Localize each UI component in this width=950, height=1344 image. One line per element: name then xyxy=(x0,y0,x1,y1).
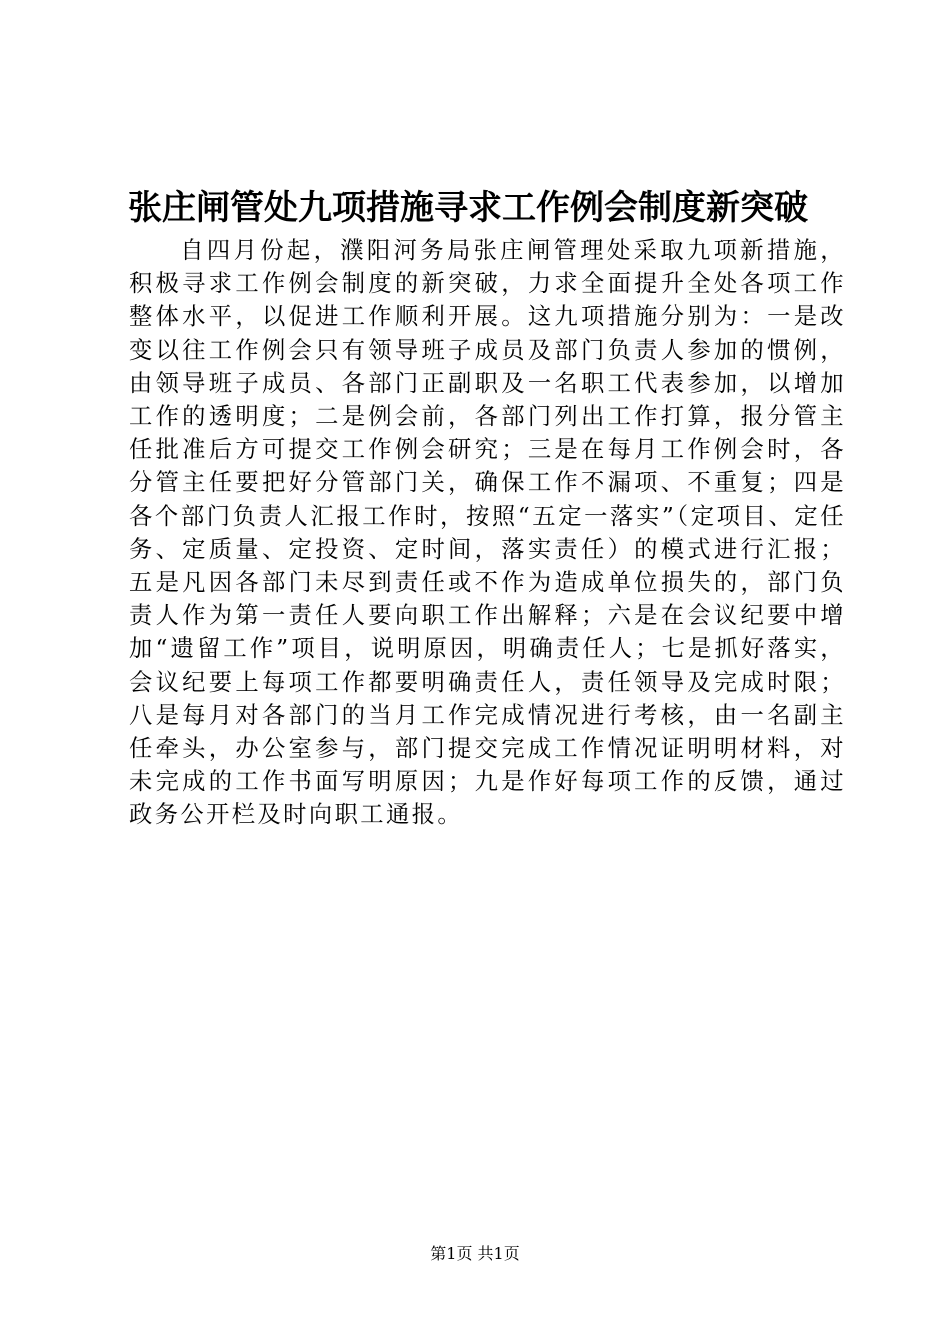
document-body-paragraph: 自四月份起，濮阳河务局张庄闸管理处采取九项新措施，积极寻求工作例会制度的新突破，力求全面提升全处各项工作整体水平，以促进工作顺利开展。这九项措施分别为：一是改变以往工作例会只有领导班子成员及部门负责人参加的惯例，由领导班子成员、各部门正副职及一名职工代表参加，以增加工作的透明度；二是例会前，各部门列出工作打算，报分管主任批准后方可提交工作例会研究；三是在每月工作例会时，各分管主任要把好分管部门关，确保工作不漏项、不重复；四是各个部门负责人汇报工作时，按照“五定一落实”（定项目、定任务、定质量、定投资、定时间，落实责任）的模式进行汇报；五是凡因各部门未尽到责任或不作为造成单位损失的，部门负责人作为第一责任人要向职工作出解释；六是在会议纪要中增加“遗留工作”项目，说明原因，明确责任人；七是抓好落实，会议纪要上每项工作都要明确责任人，责任领导及完成时限；八是每月对各部门的当月工作完成情况进行考核，由一名副主任牵头，办公室参与，部门提交完成工作情况证明明材料，对未完成的工作书面写明原因；九是作好每项工作的反馈，通过政务公开栏及时向职工通报。 xyxy=(129,237,846,829)
page-number-footer: 第1页 共1页 xyxy=(430,1244,520,1263)
document-title: 张庄闸管处九项措施寻求工作例会制度新突破 xyxy=(128,188,808,228)
